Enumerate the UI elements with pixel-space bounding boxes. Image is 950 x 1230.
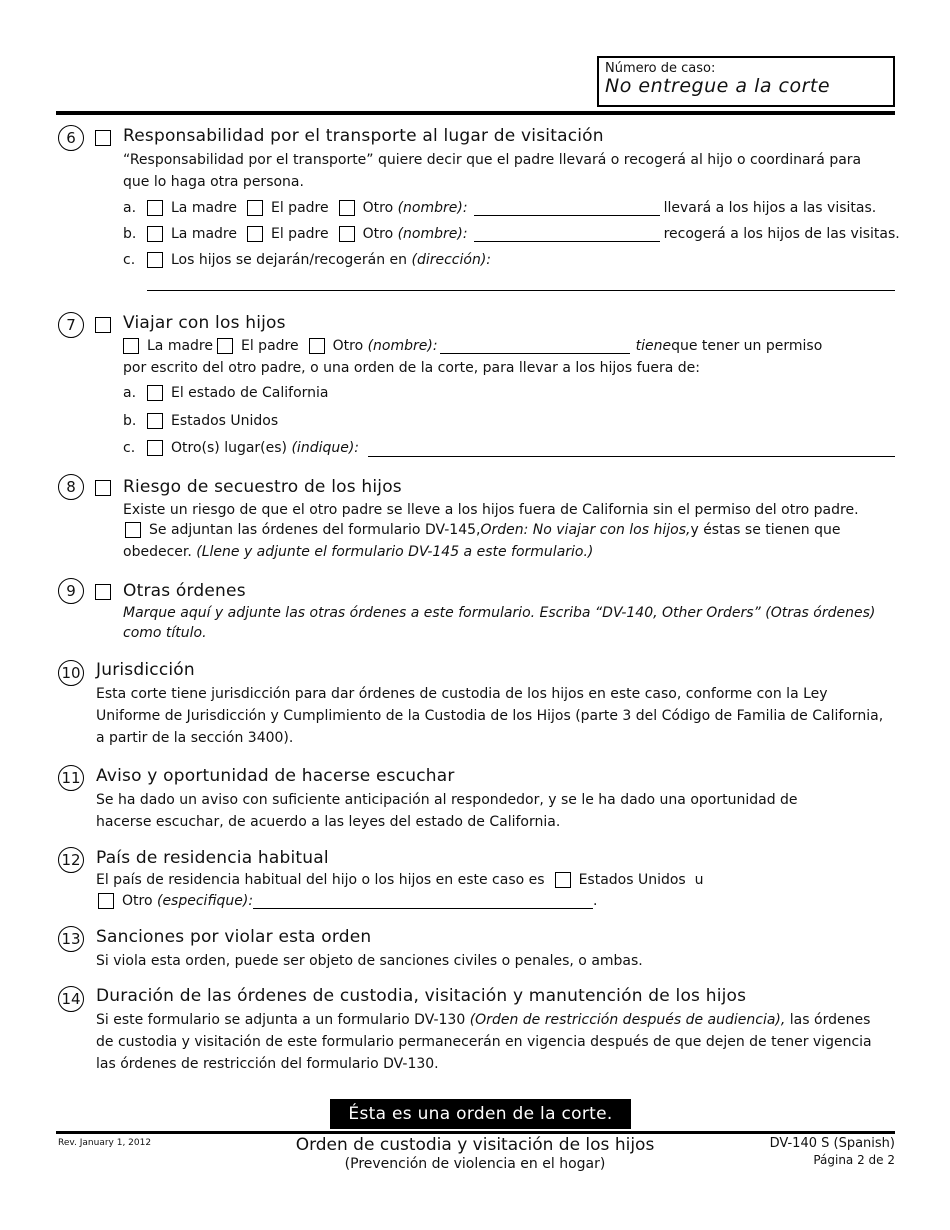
s12-other-label: Otro: [122, 893, 153, 909]
s7a-text: El estado de California: [171, 385, 329, 401]
form-id: DV-140 S (Spanish): [769, 1136, 895, 1151]
s8-line1: Existe un riesgo de que el otro padre se lleve a los hijos fuera de California sin el permiso del otro padre.: [123, 502, 859, 518]
s7b-text: Estados Unidos: [171, 413, 279, 429]
s6c-address-field[interactable]: [147, 275, 895, 291]
mother-label: La madre: [171, 200, 237, 216]
s8-line2-c: y éstas se tienen que: [690, 522, 841, 538]
mother-label: La madre: [171, 226, 237, 242]
s6c-checkbox[interactable]: [147, 252, 163, 268]
s8-line3-a: obedecer.: [123, 544, 197, 560]
form-subtitle: (Prevención de violencia en el hogar): [344, 1156, 606, 1172]
s6b-other-checkbox[interactable]: [339, 226, 355, 242]
section-10-title: Jurisdicción: [96, 660, 195, 680]
other-label: Otro: [362, 200, 394, 216]
case-number-box: [597, 56, 895, 107]
s12-period: .: [593, 893, 598, 909]
s7-name-field[interactable]: [440, 338, 630, 354]
s13-description: Si viola esta orden, puede ser objeto de sanciones civiles o penales, o ambas.: [96, 953, 643, 969]
section-6-row-c: [123, 252, 491, 268]
section-12-number: 12: [58, 847, 84, 873]
s12-line2: [98, 893, 598, 909]
name-hint: (nombre):: [397, 226, 468, 242]
s12-us-label: Estados Unidos: [578, 872, 686, 888]
s8-line3: [123, 541, 593, 563]
s7-other-checkbox[interactable]: [309, 338, 325, 354]
s7-line2: por escrito del otro padre, o una orden de la corte, para llevar a los hijos fuera de:: [123, 360, 700, 376]
case-number-label: Número de caso:: [605, 61, 716, 76]
s10-description: Esta corte tiene jurisdicción para dar órdenes de custodia de los hijos en este caso, conforme con la Ley Uniforme de Jurisdicción y Cumplimiento de la Custodia de los Hijos (parte 3 del Código de Familia de California, a partir de la sección 3400).: [96, 686, 884, 746]
row-letter: b.: [123, 226, 137, 242]
revision-date: Rev. January 1, 2012: [58, 1138, 152, 1148]
s6b-name-field[interactable]: [474, 226, 660, 242]
section-6-description: “Responsabilidad por el transporte” quiere decir que el padre llevará o recogerá al hijo o coordinará para que lo haga otra persona.: [123, 152, 862, 190]
name-hint: (nombre):: [367, 338, 438, 354]
s14-desc-a: Si este formulario se adjunta a un formulario DV-130: [96, 1012, 470, 1028]
s8-line3-b: (Llene y adjunte el formulario DV-145 a este formulario.): [196, 544, 594, 560]
section-11-title: Aviso y oportunidad de hacerse escuchar: [96, 766, 455, 786]
s7-row-c: [123, 440, 359, 456]
address-hint: (dirección):: [411, 252, 492, 268]
other-label: Otro: [362, 226, 394, 242]
s7-must-tail: que tener un permiso: [671, 338, 823, 354]
section-12-title: País de residencia habitual: [96, 848, 329, 868]
s7-row-a: [123, 385, 329, 401]
s7c-places-field[interactable]: [368, 441, 895, 457]
section-6-number: 6: [58, 125, 84, 151]
footer-rule: [56, 1131, 895, 1134]
row-letter: a.: [123, 200, 137, 216]
section-8-number: 8: [58, 474, 84, 500]
name-hint: (nombre):: [397, 200, 468, 216]
s12-other-checkbox[interactable]: [98, 893, 114, 909]
s11-description: Se ha dado un aviso con suficiente anticipación al respondedor, y se le ha dado una oportunidad de hacerse escuchar, de acuerdo a las leyes del estado de California.: [96, 792, 798, 830]
section-9-title: Otras órdenes: [123, 581, 246, 601]
mother-label: La madre: [147, 338, 213, 354]
section-11-number: 11: [58, 765, 84, 791]
s6a-name-field[interactable]: [474, 200, 660, 216]
s6c-text: Los hijos se dejarán/recogerán en: [171, 252, 408, 268]
s12-conj: u: [694, 872, 704, 888]
header-rule: [56, 111, 895, 115]
form-title: Orden de custodia y visitación de los hijos: [295, 1135, 655, 1155]
s6a-mother-checkbox[interactable]: [147, 200, 163, 216]
other-label: Otro: [332, 338, 364, 354]
s12-line1-text: El país de residencia habitual del hijo o los hijos en este caso es: [96, 872, 545, 888]
s12-other-hint: (especifique):: [156, 893, 254, 909]
row-letter: c.: [123, 440, 136, 456]
s7-father-checkbox[interactable]: [217, 338, 233, 354]
section-8-checkbox[interactable]: [95, 480, 111, 496]
section-7-who-row: [123, 338, 822, 354]
s14-desc-b: (Orden de restricción después de audiencia),: [469, 1012, 786, 1028]
s12-us-checkbox[interactable]: [555, 872, 571, 888]
section-8-title: Riesgo de secuestro de los hijos: [123, 477, 402, 497]
s14-desc-c: las órdenes de custodia y visitación de este formulario permanecerán en vigencia después de que dejen de tener vigencia las órdenes de restricción del formulario DV-130.: [96, 1012, 872, 1072]
s7c-text: Otro(s) lugar(es): [171, 440, 288, 456]
section-13-title: Sanciones por violar esta orden: [96, 927, 372, 947]
section-6-row-b: [123, 226, 900, 242]
s7a-checkbox[interactable]: [147, 385, 163, 401]
s8-attach-checkbox[interactable]: [125, 522, 141, 538]
section-7-number: 7: [58, 312, 84, 338]
case-number-value[interactable]: No entregue a la corte: [605, 75, 831, 97]
s14-description: [96, 1009, 886, 1075]
s7c-hint: (indique):: [291, 440, 360, 456]
section-13-number: 13: [58, 926, 84, 952]
father-label: El padre: [271, 226, 329, 242]
row-letter: c.: [123, 252, 136, 268]
s7-mother-checkbox[interactable]: [123, 338, 139, 354]
s12-line1: [96, 872, 704, 888]
s12-other-field[interactable]: [253, 893, 593, 909]
court-order-banner: Ésta es una orden de la corte.: [330, 1099, 631, 1129]
s6b-tail: recogerá a los hijos de las visitas.: [663, 226, 900, 242]
father-label: El padre: [271, 200, 329, 216]
section-7-title: Viajar con los hijos: [123, 313, 286, 333]
s8-line2-b: Orden: No viajar con los hijos,: [480, 522, 691, 538]
page-number: Página 2 de 2: [813, 1153, 895, 1167]
section-9-checkbox[interactable]: [95, 584, 111, 600]
section-6-title: Responsabilidad por el transporte al lugar de visitación: [123, 126, 604, 146]
section-10-number: 10: [58, 660, 84, 686]
s6b-mother-checkbox[interactable]: [147, 226, 163, 242]
row-letter: a.: [123, 385, 137, 401]
s6a-other-checkbox[interactable]: [339, 200, 355, 216]
s9-description: Marque aquí y adjunte las otras órdenes a este formulario. Escriba “DV-140, Other Orders” (Otras órdenes) como título.: [123, 605, 876, 641]
s8-line2: [125, 522, 840, 538]
s7-row-b: [123, 413, 278, 429]
s7b-checkbox[interactable]: [147, 413, 163, 429]
section-9-number: 9: [58, 578, 84, 604]
section-6-row-a: [123, 200, 876, 216]
s6a-tail: llevará a los hijos a las visitas.: [663, 200, 877, 216]
section-6-checkbox[interactable]: [95, 130, 111, 146]
s8-line2-a: Se adjuntan las órdenes del formulario DV-145,: [149, 522, 481, 538]
father-label: El padre: [241, 338, 299, 354]
section-7-checkbox[interactable]: [95, 317, 111, 333]
s7c-checkbox[interactable]: [147, 440, 163, 456]
section-14-title: Duración de las órdenes de custodia, visitación y manutención de los hijos: [96, 986, 747, 1006]
s7-must: tiene: [635, 338, 672, 354]
section-14-number: 14: [58, 986, 84, 1012]
row-letter: b.: [123, 413, 137, 429]
s6a-father-checkbox[interactable]: [247, 200, 263, 216]
s6b-father-checkbox[interactable]: [247, 226, 263, 242]
